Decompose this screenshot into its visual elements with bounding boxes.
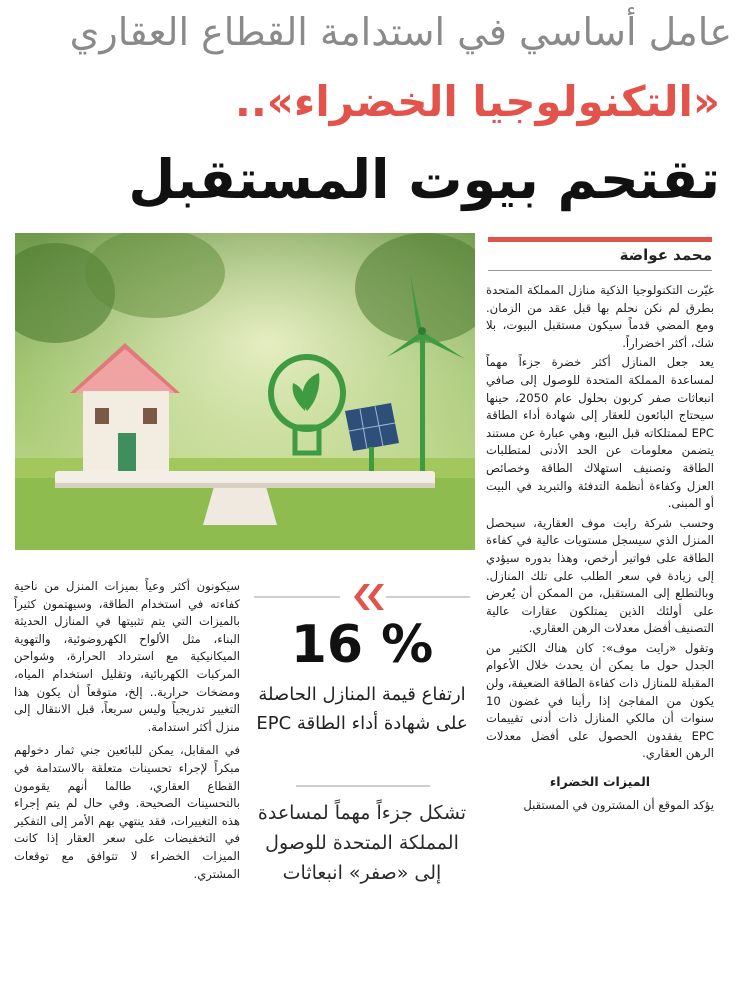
- paragraph: وحسب شركة رايت موف العقارية، سيحصل المنزل الذي سيسجل مستويات عالية في كفاءة الطاقة على فواتير أرخص، وهذا بدوره سيؤدي إلى زيادة في سعر الطلب على تلك المنازل. وبالتطلع إلى المستقبل، من الممكن أن يُعرض على أولئك الذين يمتلكون عقارات عالية التصنيف أفضل معدلات الرهن العقاري.: [486, 515, 714, 636]
- pullquote-separator: [296, 785, 430, 787]
- double-chevron-icon: [340, 580, 386, 614]
- pullquote-number: 16 %: [290, 615, 434, 675]
- article-kicker: عامل أساسي في استدامة القطاع العقاري: [69, 10, 732, 54]
- paragraph: سيكونون أكثر وعياً بميزات المنزل من ناحية كفاءته في استخدام الطاقة، وسيهتمون كثيراً بالميزات التي يتم تثبيتها في المنازل الحديثة البناء، مثل الألواح الكهروضوئية، والتهوية الميكانيكية مع استرداد الحرارة، وشواحن المركبات الكهربائية، وتقليل استخدام المياه، ومضخات حرارية.. إلخ، متوقعاً أن يكون هذا التغيير تدريجياً وليس سريعاً، قبل الانتقال إلى منزل أكثر استدامة.: [14, 579, 240, 734]
- paragraph: يؤكد الموقع أن المشترون في المستقبل: [523, 797, 714, 812]
- pullquote-text: تشكل جزءاً مهماً لمساعدة المملكة المتحدة للوصول إلى «صفر» انبعاثات: [257, 802, 467, 884]
- headline-red: «التكنولوجيا الخضراء»..: [234, 77, 720, 126]
- section-subhead: الميزات الخضراء: [549, 774, 651, 790]
- headline-main: تقتحم بيوت المستقبل: [128, 148, 720, 211]
- author-divider: [488, 270, 712, 271]
- pullquote-caption: ارتفاع قيمة المنازل الحاصلة على شهادة أداء الطاقة EPC: [256, 684, 468, 734]
- author-name: محمد عواضة: [619, 246, 712, 264]
- paragraph: وتقول «رايت موف»: كان هناك الكثير من الجدل حول ما يمكن أن يحدث خلال الأعوام المقبلة للمنازل ذات كفاءة الطاقة الضعيفة، ولن يكون من المفاجئ إذا رأينا في غضون 10 سنوات أن مالكي المنازل ذات أدنى تقييمات EPC يفقدون الحصول على أفضل معدلات الرهن العقاري.: [486, 640, 714, 761]
- body-column-right: [486, 282, 714, 988]
- article-photo: [15, 233, 475, 550]
- author-accent-bar: [488, 237, 712, 242]
- paragraph: في المقابل، يمكن للبائعين جني ثمار دخولهم مبكراً لإجراء تحسينات متعلقة بالاستدامة في القطاع العقاري، طالما أنهم يقومون بالتحسينات الصحيحة. وفي حال لم يتم إجراء هذه التغييرات، فقد ينتهي بهم الأمر إلى التفكير في التخفيضات على سعر العقار إذا كانت الميزات الخضراء لا تتوافق مع توقعات المشتري.: [14, 743, 240, 881]
- body-column-left: [14, 578, 240, 990]
- paragraph: يعد جعل المنازل أكثر خضرة جزءاً مهماً لمساعدة المملكة المتحدة للوصول إلى صافي انبعاثات صفر كربون بحلول عام 2050، حينها سيحتاج البائعون للعقار إلى شهادة أداء الطاقة EPC لممتلكاته قبل البيع، وهي عبارة عن مستند يتضمن معلومات عن الحد الأدنى لمتطلبات الطاقة وتصنيف استهلاك الطاقة وخصائص العزل وكفاءة أنظمة التدفئة والتبريد في البيت أو المبنى.: [486, 355, 714, 511]
- paragraph: غيّرت التكنولوجيا الذكية منازل المملكة المتحدة بطرق لم نكن نحلم بها قبل عقد من الزمان. ومع المضي قدماً سيكون مستقبل البيوت، بلا شك، أكثر اخضراراً.: [486, 283, 714, 350]
